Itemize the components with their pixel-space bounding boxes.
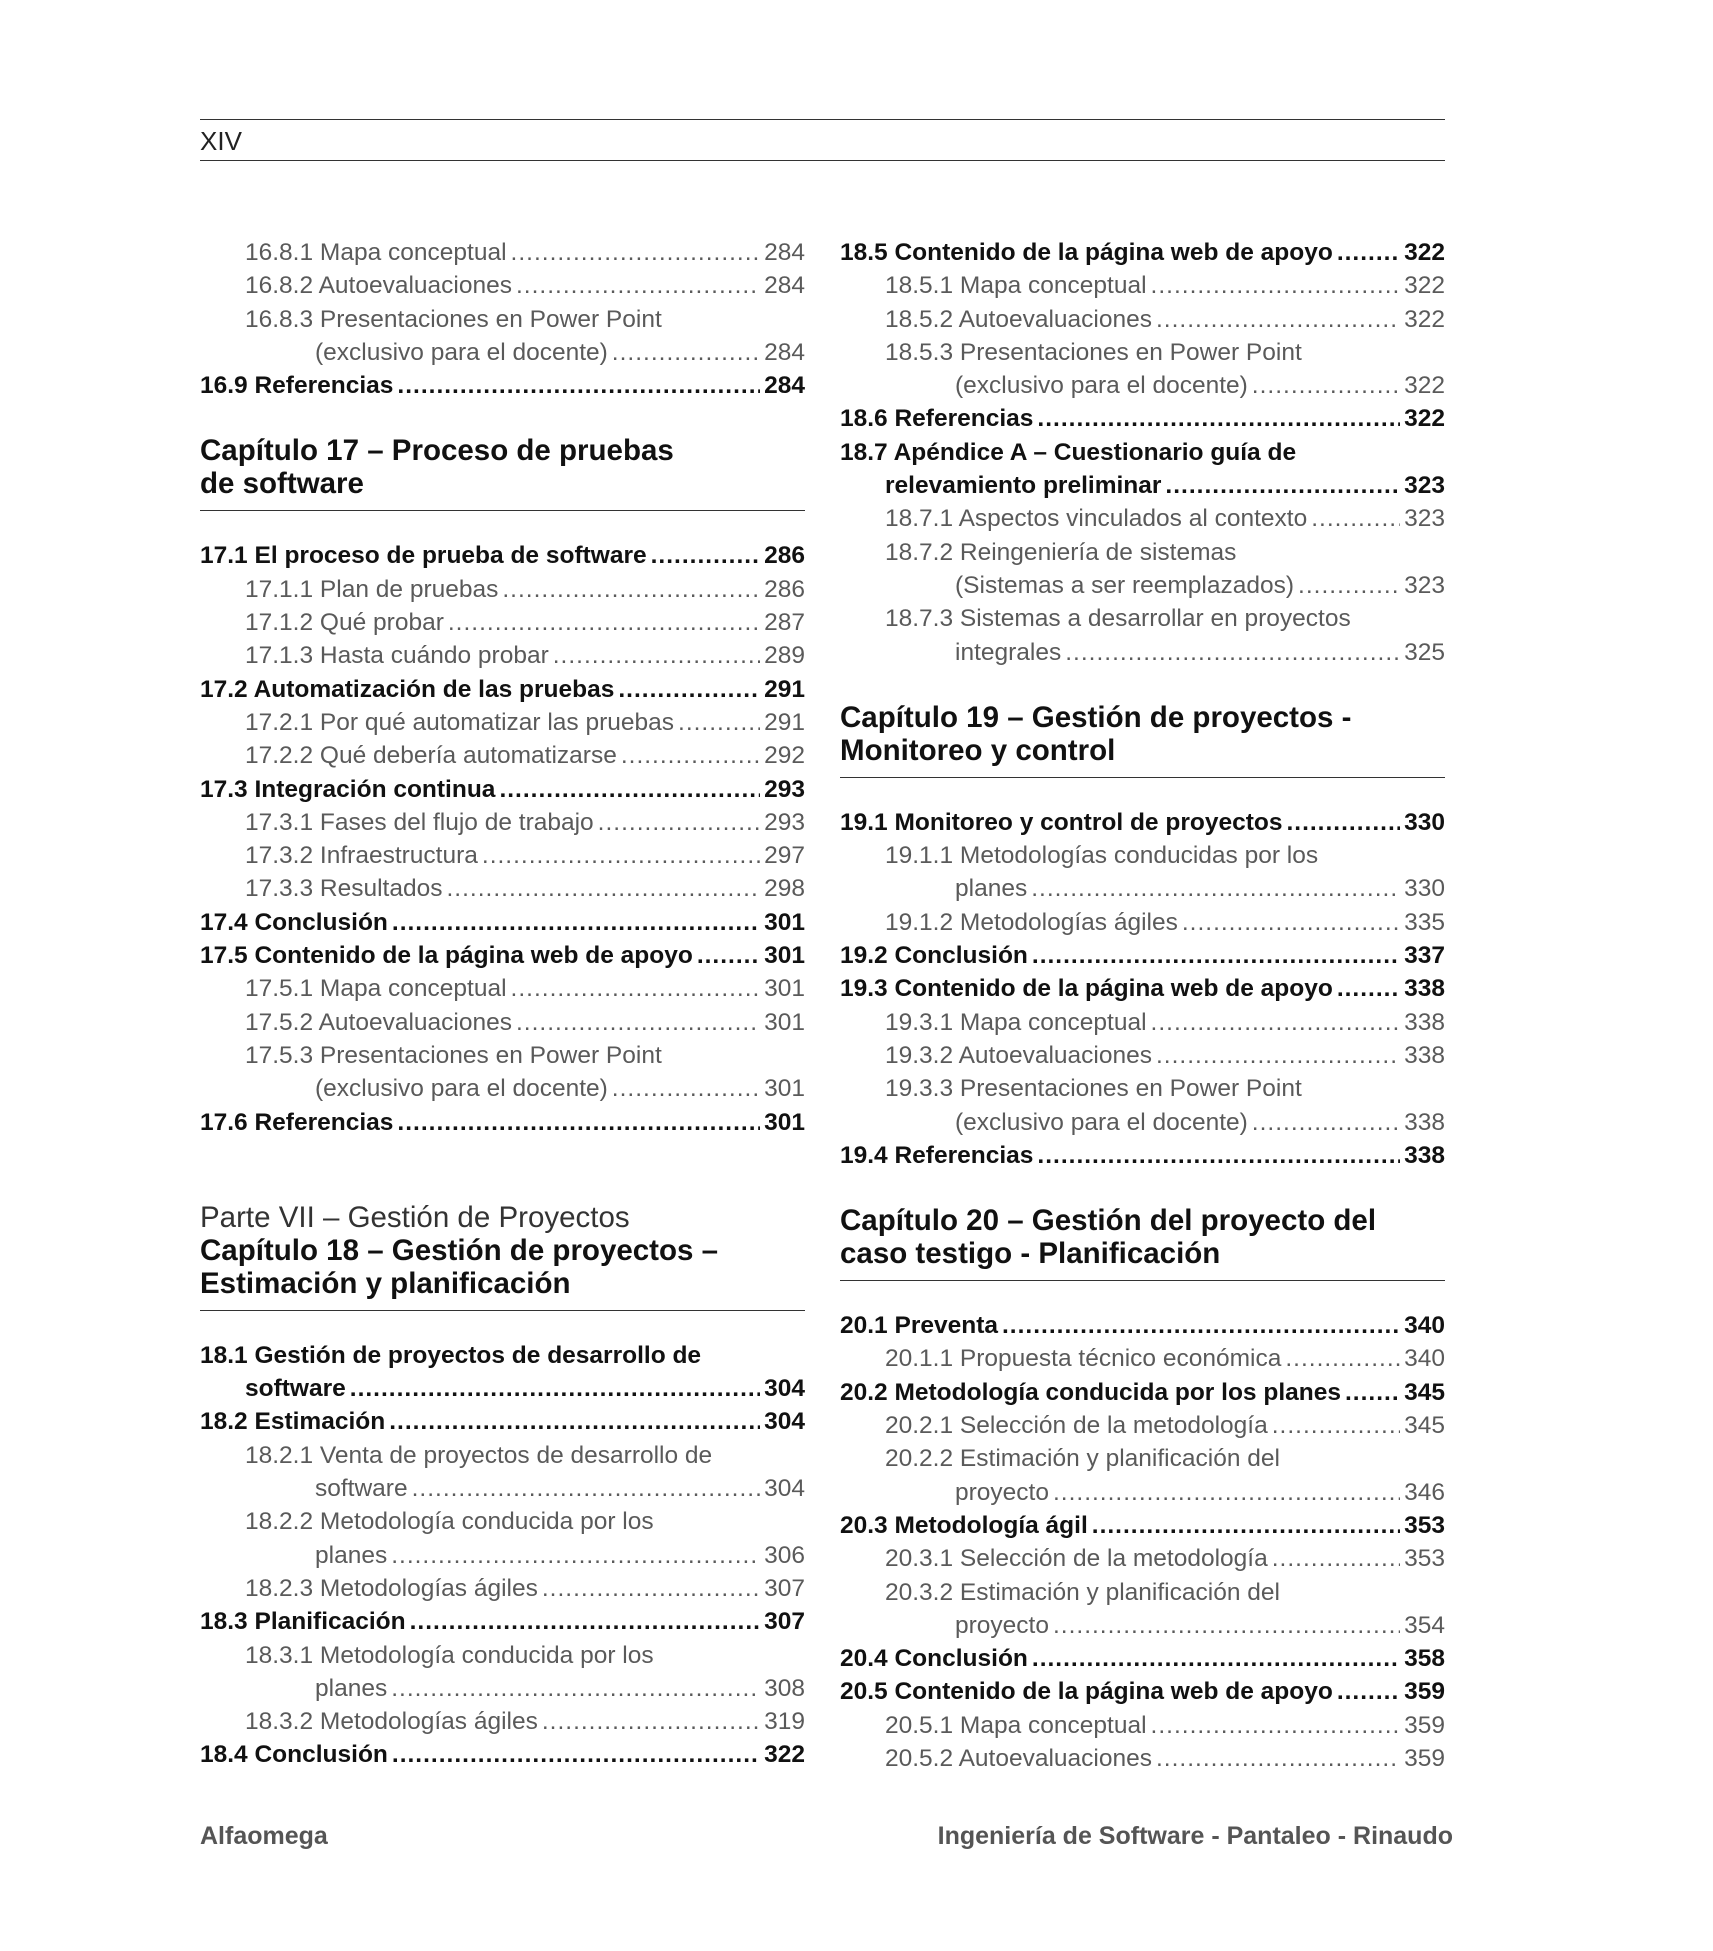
toc-entry-title: (exclusivo para el docente) bbox=[955, 1108, 1248, 1136]
toc-entry-title-first-line: 19.3.3 Presentaciones en Power Point bbox=[885, 1075, 1302, 1103]
chapter-heading bbox=[840, 701, 1445, 778]
toc-subsection-entry[interactable] bbox=[840, 1409, 1445, 1442]
toc-page-number: 304 bbox=[764, 1375, 805, 1403]
dot-leader bbox=[1092, 1509, 1400, 1542]
toc-page-number: 322 bbox=[1404, 239, 1445, 266]
dot-leader bbox=[391, 1539, 760, 1572]
toc-entry-title: 20.3 Metodología ágil bbox=[840, 1511, 1088, 1539]
dot-leader bbox=[397, 369, 760, 402]
toc-section-entry[interactable] bbox=[200, 1106, 805, 1139]
toc-subsection-entry[interactable] bbox=[200, 639, 805, 672]
toc-entry-title: 17.3 Integración continua bbox=[200, 775, 496, 803]
toc-page-number: 322 bbox=[1404, 372, 1445, 400]
dot-leader bbox=[1156, 1742, 1400, 1775]
chapter-heading-line: Estimación y planificación bbox=[200, 1266, 571, 1300]
dot-leader bbox=[1151, 269, 1401, 302]
page-number-roman: XIV bbox=[200, 126, 242, 156]
toc-section-entry[interactable] bbox=[840, 1509, 1445, 1542]
dot-leader bbox=[1182, 906, 1400, 939]
toc-page-number: 353 bbox=[1404, 1511, 1445, 1539]
dot-leader bbox=[598, 806, 760, 839]
toc-page-number: 322 bbox=[1404, 305, 1445, 333]
toc-page-number: 284 bbox=[764, 372, 805, 400]
toc-subsection-entry[interactable] bbox=[840, 269, 1445, 302]
toc-entry-title-first-line: 16.8.3 Presentaciones en Power Point bbox=[245, 305, 662, 333]
toc-entry-title: 19.3.1 Mapa conceptual bbox=[885, 1008, 1147, 1036]
toc-entry-title-first-line: 18.5.3 Presentaciones en Power Point bbox=[885, 338, 1302, 366]
toc-section-entry[interactable] bbox=[200, 773, 805, 806]
chapter-heading-line: Monitoreo y control bbox=[840, 733, 1116, 767]
dot-leader bbox=[1031, 872, 1400, 905]
toc-subsection-entry[interactable] bbox=[840, 536, 1445, 603]
toc-entry-title: 20.2 Metodología conducida por los planes bbox=[840, 1378, 1341, 1406]
dot-leader bbox=[1337, 972, 1400, 1005]
dot-leader bbox=[1151, 1709, 1401, 1742]
toc-page-number: 291 bbox=[764, 675, 805, 703]
toc-entry-title: 20.1.1 Propuesta técnico económica bbox=[885, 1345, 1282, 1373]
toc-section-entry[interactable] bbox=[200, 1339, 805, 1406]
toc-page-number: 335 bbox=[1404, 908, 1445, 936]
toc-page-number: 359 bbox=[1404, 1744, 1445, 1772]
toc-subsection-entry[interactable] bbox=[200, 303, 805, 370]
toc-section-entry[interactable] bbox=[840, 1139, 1445, 1172]
toc-subsection-entry[interactable] bbox=[200, 606, 805, 639]
toc-entry-title: 17.1 El proceso de prueba de software bbox=[200, 542, 647, 570]
toc-entry-title: 20.5.1 Mapa conceptual bbox=[885, 1711, 1147, 1739]
dot-leader bbox=[1165, 469, 1400, 502]
toc-page-number: 284 bbox=[764, 338, 805, 366]
toc-entry-title: 20.5.2 Autoevaluaciones bbox=[885, 1744, 1152, 1772]
chapter-heading-line: Capítulo 17 – Proceso de pruebas bbox=[200, 434, 674, 468]
toc-entry-title: (exclusivo para el docente) bbox=[315, 338, 608, 366]
dot-leader bbox=[542, 1572, 760, 1605]
toc-spacer bbox=[840, 669, 1445, 701]
toc-entry-title: planes bbox=[955, 875, 1028, 903]
dot-leader bbox=[482, 839, 760, 872]
dot-leader bbox=[1032, 1642, 1400, 1675]
toc-entry-title: 18.7.1 Aspectos vinculados al contexto bbox=[885, 505, 1308, 533]
toc-subsection-entry[interactable] bbox=[840, 336, 1445, 403]
toc-subsection-entry[interactable] bbox=[840, 1442, 1445, 1509]
toc-section-entry[interactable] bbox=[840, 236, 1445, 269]
toc-page-number: 297 bbox=[764, 842, 805, 870]
toc-entry-title-first-line: 18.1 Gestión de proyectos de desarrollo de bbox=[200, 1341, 702, 1369]
toc-subsection-entry[interactable] bbox=[840, 1576, 1445, 1643]
chapter-heading-line: Capítulo 18 – Gestión de proyectos – bbox=[200, 1233, 719, 1267]
toc-page-number: 338 bbox=[1404, 1141, 1445, 1169]
toc-section-entry[interactable] bbox=[840, 1675, 1445, 1708]
toc-page-number: 354 bbox=[1404, 1611, 1445, 1639]
toc-page-number: 292 bbox=[764, 742, 805, 770]
toc-subsection-entry[interactable] bbox=[840, 1709, 1445, 1742]
toc-entry-title: relevamiento preliminar bbox=[885, 472, 1162, 500]
toc-spacer bbox=[200, 1139, 805, 1201]
toc-entry-title: 20.2.1 Selección de la metodología bbox=[885, 1412, 1268, 1440]
toc-entry-title: proyecto bbox=[955, 1478, 1049, 1506]
dot-leader bbox=[1053, 1609, 1400, 1642]
toc-subsection-entry[interactable] bbox=[200, 972, 805, 1005]
toc-page-number: 322 bbox=[764, 1741, 805, 1769]
toc-entry-title: 18.2 Estimación bbox=[200, 1408, 386, 1436]
toc-entry-title: 18.3 Planificación bbox=[200, 1608, 406, 1636]
chapter-heading bbox=[200, 434, 805, 511]
footer-publisher: Alfaomega bbox=[200, 1822, 328, 1850]
toc-page-number: 358 bbox=[1404, 1645, 1445, 1673]
toc-entry-title: 19.4 Referencias bbox=[840, 1141, 1034, 1169]
toc-page-number: 325 bbox=[1404, 638, 1445, 666]
toc-entry-title: 17.5.1 Mapa conceptual bbox=[245, 975, 507, 1003]
toc-entry-title: 16.8.2 Autoevaluaciones bbox=[245, 272, 512, 300]
toc-subsection-entry[interactable] bbox=[200, 839, 805, 872]
dot-leader bbox=[511, 236, 761, 269]
toc-entry-title: 18.3.2 Metodologías ágiles bbox=[245, 1708, 538, 1736]
toc-subsection-entry[interactable] bbox=[200, 269, 805, 302]
toc-subsection-entry[interactable] bbox=[840, 502, 1445, 535]
toc-right-column bbox=[840, 236, 1445, 1775]
toc-page-number: 337 bbox=[1404, 942, 1445, 970]
toc-section-entry[interactable] bbox=[840, 402, 1445, 435]
toc-page-number: 301 bbox=[764, 942, 805, 970]
dot-leader bbox=[516, 269, 760, 302]
toc-entry-title: 16.8.1 Mapa conceptual bbox=[245, 239, 507, 266]
toc-section-entry[interactable] bbox=[840, 939, 1445, 972]
toc-section-entry[interactable] bbox=[840, 1309, 1445, 1342]
toc-page-number: 291 bbox=[764, 708, 805, 736]
toc-page-number: 286 bbox=[764, 575, 805, 603]
toc-subsection-entry[interactable] bbox=[840, 602, 1445, 669]
toc-entry-title-first-line: 18.7.2 Reingeniería de sistemas bbox=[885, 538, 1237, 566]
toc-page-number: 304 bbox=[764, 1408, 805, 1436]
toc-subsection-entry[interactable] bbox=[200, 236, 805, 269]
toc-page-number: 304 bbox=[764, 1475, 805, 1503]
dot-leader bbox=[389, 1405, 760, 1438]
toc-entry-title: planes bbox=[315, 1674, 388, 1702]
dot-leader bbox=[502, 573, 760, 606]
toc-page-number: 307 bbox=[764, 1608, 805, 1636]
dot-leader bbox=[1252, 1106, 1400, 1139]
toc-page-number: 301 bbox=[764, 1075, 805, 1103]
header-bottom-rule bbox=[200, 160, 1445, 161]
toc-entry-title: 17.6 Referencias bbox=[200, 1108, 394, 1136]
toc-entry-title-first-line: 20.3.2 Estimación y planificación del bbox=[885, 1578, 1280, 1606]
toc-entry-title: 18.5 Contenido de la página web de apoyo bbox=[840, 239, 1333, 266]
toc-entry-title-first-line: 18.3.1 Metodología conducida por los bbox=[245, 1641, 654, 1669]
toc-entry-title: 17.3.2 Infraestructura bbox=[245, 842, 478, 870]
dot-leader bbox=[1053, 1476, 1400, 1509]
toc-entry-title: 17.2.2 Qué debería automatizarse bbox=[245, 742, 617, 770]
toc-subsection-entry[interactable] bbox=[200, 872, 805, 905]
toc-entry-title: 17.5 Contenido de la página web de apoyo bbox=[200, 942, 693, 970]
toc-entry-title: 18.5.1 Mapa conceptual bbox=[885, 272, 1147, 300]
toc-entry-title: 17.2 Automatización de las pruebas bbox=[200, 675, 615, 703]
toc-entry-title: 18.2.3 Metodologías ágiles bbox=[245, 1574, 538, 1602]
dot-leader bbox=[1286, 806, 1400, 839]
toc-subsection-entry[interactable] bbox=[840, 1542, 1445, 1575]
toc-page-number: 338 bbox=[1404, 1108, 1445, 1136]
toc-entry-title: 18.5.2 Autoevaluaciones bbox=[885, 305, 1152, 333]
toc-page-number: 284 bbox=[764, 272, 805, 300]
toc-section-entry[interactable] bbox=[840, 1376, 1445, 1409]
dot-leader bbox=[697, 939, 760, 972]
toc-entry-title: 19.1 Monitoreo y control de proyectos bbox=[840, 808, 1283, 836]
dot-leader bbox=[350, 1372, 760, 1405]
toc-entry-title-first-line: 20.2.2 Estimación y planificación del bbox=[885, 1445, 1280, 1473]
toc-spacer bbox=[200, 402, 805, 434]
toc-subsection-entry[interactable] bbox=[200, 1439, 805, 1506]
toc-entry-title: 17.5.2 Autoevaluaciones bbox=[245, 1008, 512, 1036]
header-top-rule bbox=[200, 119, 1445, 120]
toc-page-number: 353 bbox=[1404, 1545, 1445, 1573]
toc-subsection-entry[interactable] bbox=[200, 706, 805, 739]
toc-subsection-entry[interactable] bbox=[200, 1639, 805, 1706]
toc-entry-title: 16.9 Referencias bbox=[200, 372, 394, 400]
toc-entry-title-first-line: 18.7.3 Sistemas a desarrollar en proyectos bbox=[885, 605, 1351, 633]
toc-section-entry[interactable] bbox=[840, 436, 1445, 503]
toc-entry-title: proyecto bbox=[955, 1611, 1049, 1639]
toc-page-number: 323 bbox=[1404, 505, 1445, 533]
toc-page-number: 306 bbox=[764, 1541, 805, 1569]
toc-subsection-entry[interactable] bbox=[840, 906, 1445, 939]
toc-page-number: 346 bbox=[1404, 1478, 1445, 1506]
dot-leader bbox=[612, 1072, 760, 1105]
toc-section-entry[interactable] bbox=[200, 539, 805, 572]
dot-leader bbox=[542, 1705, 760, 1738]
toc-section-entry[interactable] bbox=[200, 369, 805, 402]
toc-section-entry[interactable] bbox=[200, 906, 805, 939]
dot-leader bbox=[1298, 569, 1400, 602]
toc-entry-title: (exclusivo para el docente) bbox=[955, 372, 1248, 400]
toc-entry-title: 19.3.2 Autoevaluaciones bbox=[885, 1041, 1152, 1069]
toc-subsection-entry[interactable] bbox=[840, 1039, 1445, 1072]
toc-page-number: 289 bbox=[764, 642, 805, 670]
dot-leader bbox=[1037, 1139, 1400, 1172]
dot-leader bbox=[1345, 1376, 1400, 1409]
toc-page-number: 322 bbox=[1404, 272, 1445, 300]
toc-page-number: 338 bbox=[1404, 975, 1445, 1003]
dot-leader bbox=[516, 1006, 760, 1039]
toc-entry-title-first-line: 18.7 Apéndice A – Cuestionario guía de bbox=[840, 438, 1297, 466]
toc-subsection-entry[interactable] bbox=[200, 806, 805, 839]
toc-entry-title-first-line: 17.5.3 Presentaciones en Power Point bbox=[245, 1041, 662, 1069]
toc-subsection-entry[interactable] bbox=[200, 1006, 805, 1039]
toc-section-entry[interactable] bbox=[200, 939, 805, 972]
toc-entry-title: 19.1.2 Metodologías ágiles bbox=[885, 908, 1178, 936]
toc-entry-title: 20.3.1 Selección de la metodología bbox=[885, 1545, 1268, 1573]
dot-leader bbox=[1272, 1409, 1400, 1442]
dot-leader bbox=[1002, 1309, 1400, 1342]
toc-subsection-entry[interactable] bbox=[200, 573, 805, 606]
toc-page-number: 340 bbox=[1404, 1312, 1445, 1340]
toc-entry-title: 17.1.2 Qué probar bbox=[245, 609, 444, 637]
toc-page-number: 307 bbox=[764, 1574, 805, 1602]
toc-entry-title: software bbox=[245, 1375, 346, 1403]
toc-page-number: 319 bbox=[764, 1708, 805, 1736]
footer-book-title: Ingeniería de Software - Pantaleo - Rinaudo bbox=[937, 1822, 1453, 1850]
dot-leader bbox=[612, 336, 760, 369]
toc-page-number: 301 bbox=[764, 1108, 805, 1136]
toc-subsection-entry[interactable] bbox=[840, 1742, 1445, 1775]
chapter-heading-line: caso testigo - Planificación bbox=[840, 1237, 1221, 1271]
toc-entry-title-first-line: 18.2.2 Metodología conducida por los bbox=[245, 1508, 654, 1536]
toc-page-number: 359 bbox=[1404, 1678, 1445, 1706]
dot-leader bbox=[1065, 636, 1400, 669]
toc-section-entry[interactable] bbox=[840, 806, 1445, 839]
toc-entry-title: 19.2 Conclusión bbox=[840, 942, 1028, 970]
toc-page-number: 308 bbox=[764, 1674, 805, 1702]
dot-leader bbox=[621, 739, 760, 772]
toc-entry-title: 17.4 Conclusión bbox=[200, 908, 388, 936]
toc-page-number: 330 bbox=[1404, 875, 1445, 903]
toc-entry-title: 20.1 Preventa bbox=[840, 1312, 998, 1340]
toc-subsection-entry[interactable] bbox=[200, 1572, 805, 1605]
toc-subsection-entry[interactable] bbox=[200, 1705, 805, 1738]
dot-leader bbox=[1272, 1542, 1400, 1575]
toc-spacer bbox=[840, 1172, 1445, 1204]
toc-subsection-entry[interactable] bbox=[840, 303, 1445, 336]
toc-subsection-entry[interactable] bbox=[840, 1072, 1445, 1139]
toc-entry-title: 17.1.1 Plan de pruebas bbox=[245, 575, 499, 603]
dot-leader bbox=[410, 1605, 760, 1638]
toc-page-number: 322 bbox=[1404, 405, 1445, 433]
toc-page-number: 287 bbox=[764, 609, 805, 637]
toc-subsection-entry[interactable] bbox=[840, 1006, 1445, 1039]
toc-entry-title: (Sistemas a ser reemplazados) bbox=[955, 571, 1295, 599]
dot-leader bbox=[397, 1106, 760, 1139]
toc-entry-title: software bbox=[315, 1475, 408, 1503]
toc-entry-title: 18.6 Referencias bbox=[840, 405, 1034, 433]
chapter-heading bbox=[200, 1234, 805, 1311]
toc-entry-title: planes bbox=[315, 1541, 388, 1569]
dot-leader bbox=[1032, 939, 1400, 972]
toc-page-number: 338 bbox=[1404, 1041, 1445, 1069]
toc-page-number: 345 bbox=[1404, 1412, 1445, 1440]
toc-page-number: 286 bbox=[764, 542, 805, 570]
toc-entry-title: 17.2.1 Por qué automatizar las pruebas bbox=[245, 708, 675, 736]
toc-page-number: 338 bbox=[1404, 1008, 1445, 1036]
toc-page-number: 323 bbox=[1404, 472, 1445, 500]
toc-subsection-entry[interactable] bbox=[840, 839, 1445, 906]
toc-page-number: 298 bbox=[764, 875, 805, 903]
toc-entry-title: 17.1.3 Hasta cuándo probar bbox=[245, 642, 549, 670]
toc-page-number: 293 bbox=[764, 808, 805, 836]
dot-leader bbox=[553, 639, 760, 672]
chapter-heading-line: Capítulo 20 – Gestión del proyecto del bbox=[840, 1204, 1377, 1238]
toc-entry-title: (exclusivo para el docente) bbox=[315, 1075, 608, 1103]
dot-leader bbox=[1151, 1006, 1401, 1039]
toc-page-number: 330 bbox=[1404, 808, 1445, 836]
toc-page-number: 345 bbox=[1404, 1378, 1445, 1406]
toc-entry-title: 20.4 Conclusión bbox=[840, 1645, 1028, 1673]
chapter-heading-line: Capítulo 19 – Gestión de proyectos - bbox=[840, 700, 1352, 734]
toc-section-entry[interactable] bbox=[840, 972, 1445, 1005]
dot-leader bbox=[1311, 502, 1400, 535]
dot-leader bbox=[1337, 1675, 1400, 1708]
dot-leader bbox=[1252, 369, 1400, 402]
toc-entry-title: 20.5 Contenido de la página web de apoyo bbox=[840, 1678, 1333, 1706]
dot-leader bbox=[1156, 303, 1400, 336]
toc-page-number: 301 bbox=[764, 975, 805, 1003]
dot-leader bbox=[618, 673, 760, 706]
toc-entry-title-first-line: 19.1.1 Metodologías conducidas por los bbox=[885, 842, 1319, 870]
dot-leader bbox=[511, 972, 761, 1005]
toc-entry-title: 18.4 Conclusión bbox=[200, 1741, 388, 1769]
toc-section-entry[interactable] bbox=[200, 1405, 805, 1438]
dot-leader bbox=[1156, 1039, 1400, 1072]
dot-leader bbox=[448, 606, 760, 639]
toc-left-column bbox=[200, 236, 805, 1772]
toc-section-entry[interactable] bbox=[200, 1605, 805, 1638]
toc-section-entry[interactable] bbox=[200, 1738, 805, 1771]
toc-page-number: 301 bbox=[764, 1008, 805, 1036]
toc-subsection-entry[interactable] bbox=[200, 739, 805, 772]
toc-page-number: 359 bbox=[1404, 1711, 1445, 1739]
toc-section-entry[interactable] bbox=[840, 1642, 1445, 1675]
dot-leader bbox=[447, 872, 761, 905]
toc-page-number: 301 bbox=[764, 908, 805, 936]
dot-leader bbox=[392, 906, 760, 939]
dot-leader bbox=[392, 1738, 760, 1771]
toc-entry-title: 17.3.1 Fases del flujo de trabajo bbox=[245, 808, 594, 836]
toc-page-number: 340 bbox=[1404, 1345, 1445, 1373]
dot-leader bbox=[412, 1472, 761, 1505]
toc-entry-title: 17.3.3 Resultados bbox=[245, 875, 443, 903]
toc-section-entry[interactable] bbox=[200, 673, 805, 706]
toc-page-number: 284 bbox=[764, 239, 805, 266]
toc-subsection-entry[interactable] bbox=[840, 1342, 1445, 1375]
dot-leader bbox=[1285, 1342, 1400, 1375]
dot-leader bbox=[1037, 402, 1400, 435]
toc-page-number: 293 bbox=[764, 775, 805, 803]
toc-subsection-entry[interactable] bbox=[200, 1505, 805, 1572]
toc-entry-title: 19.3 Contenido de la página web de apoyo bbox=[840, 975, 1333, 1003]
dot-leader bbox=[391, 1672, 760, 1705]
toc-page-number: 323 bbox=[1404, 571, 1445, 599]
dot-leader bbox=[1337, 236, 1400, 269]
dot-leader bbox=[678, 706, 760, 739]
toc-entry-title: integrales bbox=[955, 638, 1062, 666]
part-title: Parte VII – Gestión de Proyectos bbox=[200, 1200, 630, 1234]
chapter-heading-line: de software bbox=[200, 467, 364, 501]
toc-subsection-entry[interactable] bbox=[200, 1039, 805, 1106]
toc-entry-title-first-line: 18.2.1 Venta de proyectos de desarrollo de bbox=[245, 1441, 713, 1469]
chapter-heading bbox=[840, 1204, 1445, 1281]
dot-leader bbox=[499, 773, 760, 806]
dot-leader bbox=[651, 539, 761, 572]
